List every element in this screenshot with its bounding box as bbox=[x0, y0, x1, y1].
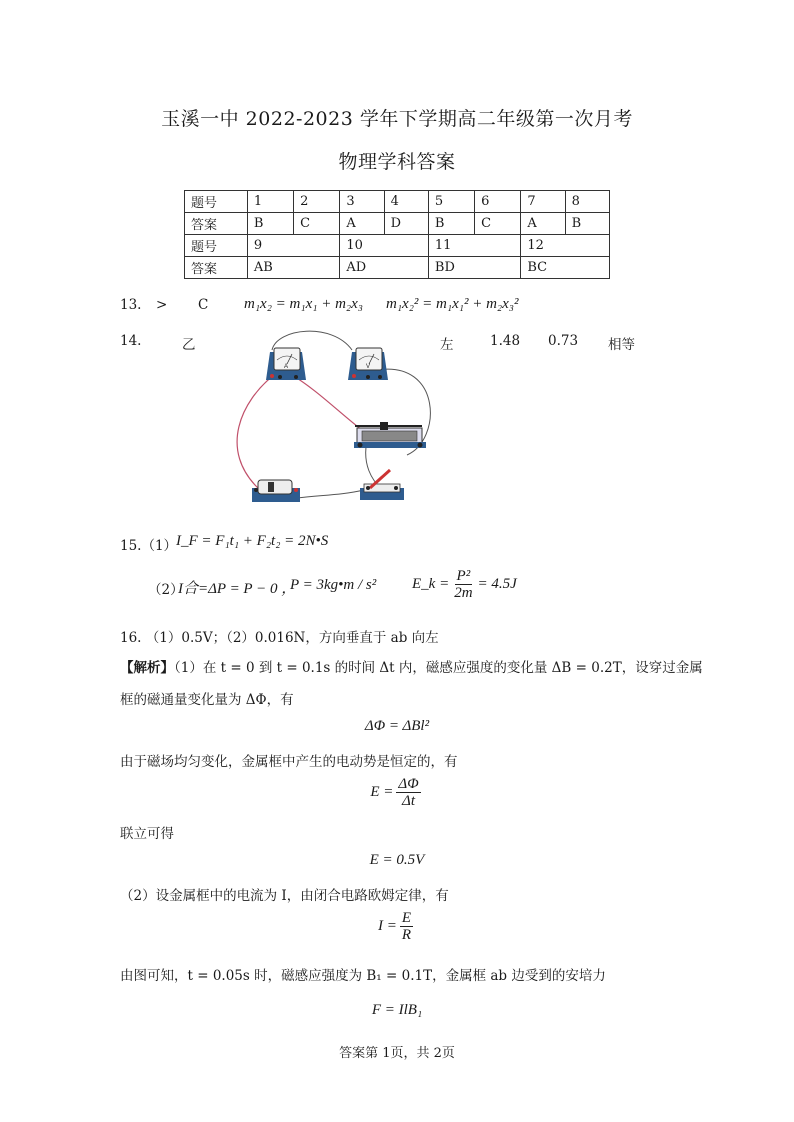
current-numerator: E bbox=[401, 910, 412, 926]
table-row bbox=[185, 191, 610, 213]
q13-symbol: > bbox=[156, 297, 168, 313]
table-cell: 7 bbox=[521, 191, 565, 213]
q13-equation-1: m₁x₂ = m₁x₁ + m₂x₃ bbox=[244, 296, 364, 312]
ek-lhs: E_k = bbox=[412, 576, 450, 592]
q15-part1-equation: I_F = F₁t₁ + F₂t₂ = 2N•S bbox=[176, 533, 329, 549]
emf-fraction bbox=[396, 776, 420, 809]
wire-red-mid bbox=[292, 375, 362, 430]
q14-number: 14. bbox=[120, 333, 142, 349]
q15-part1-label: 15.（1） bbox=[120, 538, 178, 554]
switch[interactable] bbox=[360, 470, 404, 500]
wire-bottom bbox=[297, 490, 364, 498]
q14-answer-1: 乙 bbox=[182, 337, 196, 353]
eq-flux: ΔΦ = ΔBl² bbox=[364, 718, 430, 734]
table-cell: 6 bbox=[475, 191, 521, 213]
q16-line-6: 由图可知，t = 0.05s 时，磁感应强度为 B₁ = 0.1T，金属框 ab 边受到的安培力 bbox=[120, 968, 606, 984]
ek-fraction bbox=[452, 568, 474, 601]
analysis-text: （1）在 t = 0 到 t = 0.1s 的时间 Δt 内，磁感应强度的变化量 ΔB = 0.2T，设穿过金属 bbox=[174, 660, 703, 676]
q14-answer-4: 0.73 bbox=[548, 333, 579, 349]
answer-table bbox=[184, 190, 610, 279]
table-cell: D bbox=[384, 213, 428, 235]
q15-kinetic-energy bbox=[412, 568, 517, 601]
table-cell: C bbox=[294, 213, 340, 235]
table-cell: AB bbox=[247, 257, 339, 279]
table-cell: 3 bbox=[340, 191, 384, 213]
table-cell: 5 bbox=[428, 191, 474, 213]
voltmeter-label: V bbox=[366, 364, 371, 370]
table-cell: 题号 bbox=[185, 191, 248, 213]
circuit-diagram bbox=[222, 330, 442, 510]
table-cell: BC bbox=[521, 257, 610, 279]
table-cell: A bbox=[340, 213, 384, 235]
table-cell: A bbox=[521, 213, 565, 235]
eq-emf-value: E = 0.5V bbox=[369, 852, 425, 868]
table-cell: B bbox=[428, 213, 474, 235]
ammeter bbox=[266, 348, 306, 380]
current-lhs: I = bbox=[377, 918, 397, 934]
q16-line-4: 联立可得 bbox=[120, 826, 174, 842]
table-cell: 12 bbox=[521, 235, 610, 257]
exam-title: 玉溪一中 2022-2023 学年下学期高二年级第一次月考 bbox=[161, 108, 633, 130]
q15-part2-label: （2） bbox=[148, 582, 184, 598]
battery bbox=[252, 480, 300, 502]
rheostat bbox=[354, 422, 426, 448]
exam-subtitle: 物理学科答案 bbox=[338, 151, 456, 173]
q15-part2-equation-2: P = 3kg•m / s² bbox=[290, 577, 377, 593]
q16-analysis-line-1 bbox=[120, 656, 703, 676]
wire-top bbox=[272, 331, 352, 350]
eq-force: F = IlB₁ bbox=[371, 1002, 423, 1018]
table-cell: 题号 bbox=[185, 235, 248, 257]
table-cell: 2 bbox=[294, 191, 340, 213]
table-cell: B bbox=[565, 213, 609, 235]
table-row bbox=[185, 213, 610, 235]
emf-lhs: E = bbox=[370, 784, 394, 800]
table-cell: 11 bbox=[428, 235, 520, 257]
q13-equation-2: m₁x₂² = m₁x₁² + m₂x₃² bbox=[386, 296, 519, 312]
table-row bbox=[185, 235, 610, 257]
table-cell: BD bbox=[428, 257, 520, 279]
ammeter-label: A bbox=[284, 364, 289, 370]
q15-part2-equation-1: I合=ΔP = P − 0 ， bbox=[178, 581, 297, 597]
table-cell: B bbox=[247, 213, 293, 235]
current-fraction bbox=[400, 910, 413, 943]
q16-line-5: （2）设金属框中的电流为 I，由闭合电路欧姆定律，有 bbox=[120, 888, 449, 904]
q14-answer-5: 相等 bbox=[608, 337, 635, 353]
page-footer: 答案第 1页，共 2页 bbox=[339, 1046, 455, 1061]
table-row bbox=[185, 257, 610, 279]
table-cell: AD bbox=[340, 257, 429, 279]
eq-current bbox=[0, 910, 794, 943]
q14-answer-3: 1.48 bbox=[490, 333, 521, 349]
eq-emf bbox=[0, 776, 794, 809]
table-cell: 4 bbox=[384, 191, 428, 213]
table-cell: 9 bbox=[247, 235, 339, 257]
emf-numerator: ΔΦ bbox=[398, 776, 419, 792]
q16-summary: 16. （1）0.5V；（2）0.016N，方向垂直于 ab 向左 bbox=[120, 630, 439, 646]
q13-number: 13. bbox=[120, 297, 142, 313]
emf-denominator: Δt bbox=[402, 793, 416, 809]
ek-result: = 4.5J bbox=[477, 576, 517, 592]
q13-choice: C bbox=[198, 297, 209, 313]
q16-analysis-line-2: 框的磁通量变化量为 ΔΦ，有 bbox=[120, 692, 294, 708]
table-cell: 8 bbox=[565, 191, 609, 213]
wire-red-left bbox=[237, 375, 274, 490]
analysis-tag: 【解析】 bbox=[120, 660, 174, 676]
table-cell: 10 bbox=[340, 235, 429, 257]
ek-denominator: 2m bbox=[454, 585, 473, 601]
ek-numerator: P² bbox=[456, 568, 471, 584]
table-cell: C bbox=[475, 213, 521, 235]
table-cell: 答案 bbox=[185, 213, 248, 235]
q14-answer-2: 左 bbox=[440, 337, 454, 353]
q16-line-3: 由于磁场均匀变化，金属框中产生的电动势是恒定的，有 bbox=[120, 754, 458, 770]
voltmeter bbox=[348, 348, 388, 380]
current-denominator: R bbox=[401, 927, 412, 943]
table-cell: 1 bbox=[247, 191, 293, 213]
table-cell: 答案 bbox=[185, 257, 248, 279]
